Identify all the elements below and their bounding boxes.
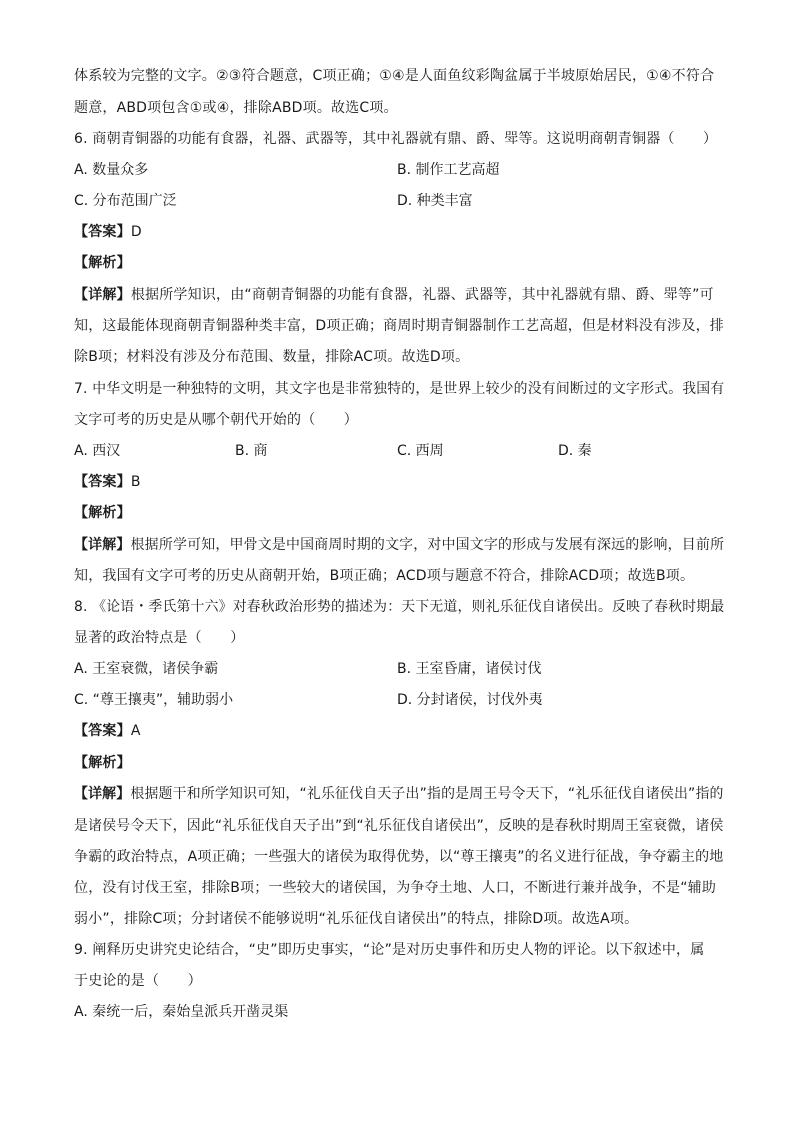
detail-line: 争霸的政治特点，A项正确；一些强大的诸侯为取得优势，以“尊王攘夷”的名义进行征战，争夺霸主的地 <box>74 849 724 865</box>
detail-line: 除B项；材料没有涉及分布范围、数量，排除AC项。故选D项。 <box>74 349 470 365</box>
analysis-tag: 【解析】 <box>74 505 131 521</box>
detail-text: 根据题干和所学知识可知，“礼乐征伐自天子出”指的是周王号令天下，“礼乐征伐自诸侯出”指的 <box>130 786 724 802</box>
question-8-stem: 显著的政治特点是（ ） <box>74 630 245 646</box>
answer-value: A <box>130 723 141 739</box>
answer-line <box>74 722 141 740</box>
answer-tag: 【答案】 <box>74 474 131 490</box>
option-a: A. 秦统一后，秦始皇派兵开凿灵渠 <box>74 1004 289 1020</box>
option-b: B. 王室昏庸，诸侯讨伐 <box>397 661 542 677</box>
answer-tag: 【答案】 <box>74 723 131 739</box>
detail-text: 根据所学知识，由“商朝青铜器的功能有食器，礼器、武器等，其中礼器就有鼎、爵、斝等”可 <box>130 287 714 303</box>
detail-line: 位，没有讨伐王室，排除B项；一些较大的诸侯国，为争夺土地、人口，不断进行兼并战争，不是“辅助 <box>74 880 717 896</box>
detail-line: 是诸侯号令天下，因此“礼乐征伐自天子出”到“礼乐征伐自诸侯出”，反映的是春秋时期周王室衰微，诸侯 <box>74 818 724 834</box>
question-8-stem: 8. 《论语・季氏第十六》对春秋政治形势的描述为：天下无道，则礼乐征伐自诸侯出。反映了春秋时期最 <box>74 599 725 615</box>
detail-tag: 【详解】 <box>74 537 131 553</box>
question-7-stem: 文字可考的历史是从哪个朝代开始的（ ） <box>74 412 358 428</box>
option-a: A. 王室衰微，诸侯争霸 <box>74 661 219 677</box>
question-9-stem: 于史论的是（ ） <box>74 973 202 989</box>
detail-line: 弱小”，排除C项；分封诸侯不能够说明“礼乐征伐自诸侯出”的特点，排除D项。故选A项。 <box>74 911 639 927</box>
analysis-tag: 【解析】 <box>74 755 131 771</box>
detail-line <box>74 785 724 803</box>
text-line: 体系较为完整的文字。②③符合题意，C项正确；①④是人面鱼纹彩陶盆属于半坡原始居民，①④不符合 <box>74 68 715 84</box>
option-a: A. 西汉 <box>74 443 121 459</box>
answer-tag: 【答案】 <box>74 224 131 240</box>
detail-line: 知，这最能体现商朝青铜器种类丰富，D项正确；商周时期青铜器制作工艺高超，但是材料没有涉及，排 <box>74 318 724 334</box>
analysis-tag: 【解析】 <box>74 255 131 271</box>
option-d: D. 分封诸侯，讨伐外夷 <box>397 692 543 708</box>
question-7-stem: 7. 中华文明是一种独特的文明，其文字也是非常独特的，是世界上较少的没有间断过的文字形式。我国有 <box>74 381 725 397</box>
detail-tag: 【详解】 <box>74 786 131 802</box>
option-c: C. “尊王攘夷”，辅助弱小 <box>74 692 234 708</box>
detail-line <box>74 286 714 304</box>
option-c: C. 西周 <box>397 443 444 459</box>
answer-line <box>74 223 142 241</box>
question-6-stem: 6. 商朝青铜器的功能有食器，礼器、武器等，其中礼器就有鼎、爵、斝等。这说明商朝青铜器（ ） <box>74 131 718 147</box>
detail-tag: 【详解】 <box>74 287 131 303</box>
option-b: B. 制作工艺高超 <box>397 162 500 178</box>
question-9-stem: 9. 阐释历史讲究史论结合，“史”即历史事实，“论”是对历史事件和历史人物的评论。以下叙述中，属 <box>74 942 705 958</box>
text-line: 题意，ABD项包含①或④，排除ABD项。故选C项。 <box>74 100 398 116</box>
detail-line: 知，我国有文字可考的历史从商朝开始，B项正确；ACD项与题意不符合，排除ACD项；故选B项。 <box>74 568 695 584</box>
option-c: C. 分布范围广泛 <box>74 193 177 209</box>
option-b: B. 商 <box>235 443 268 459</box>
detail-line <box>74 536 724 554</box>
option-d: D. 秦 <box>558 443 592 459</box>
detail-text: 根据所学可知，甲骨文是中国商周时期的文字，对中国文字的形成与发展有深远的影响，目前所 <box>130 537 725 553</box>
answer-value: B <box>130 474 141 490</box>
answer-line <box>74 473 141 491</box>
option-a: A. 数量众多 <box>74 162 149 178</box>
option-d: D. 种类丰富 <box>397 193 473 209</box>
answer-value: D <box>130 224 142 240</box>
